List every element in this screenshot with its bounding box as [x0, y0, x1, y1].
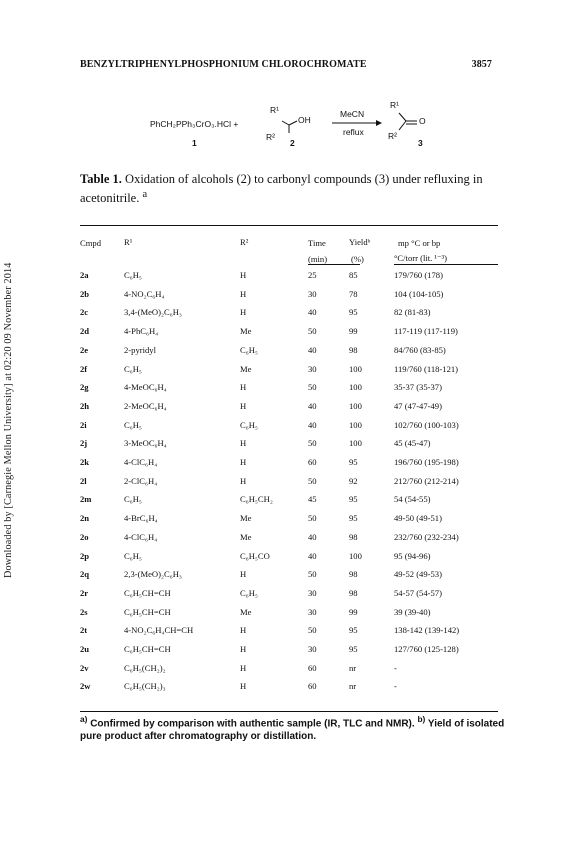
reagent-formula: PhCH₂PPh₃CrO₃.HCl + — [150, 119, 239, 129]
cell-time: 40 — [308, 344, 317, 355]
table-row — [80, 326, 500, 340]
table-row — [80, 551, 500, 565]
header-time: Time — [308, 238, 326, 248]
reagent-number: 1 — [192, 138, 197, 148]
cell-r2: C₆H₅ — [240, 419, 258, 430]
cell-r2: H — [240, 644, 247, 654]
cell-cmpd: 2s — [80, 606, 88, 617]
table-row — [80, 569, 500, 583]
cell-mp: 49-52 (49-53) — [394, 569, 442, 580]
header-yield-unit: (%) — [351, 254, 364, 264]
header-time-yield-underline — [308, 264, 360, 265]
download-watermark: Downloaded by [Carnegie Mellon University] at 02:20 09 November 2014 — [3, 262, 14, 578]
cell-yield: 100 — [349, 400, 362, 411]
caption-footnote-mark: a — [142, 189, 148, 200]
cell-mp: 84/760 (83-85) — [394, 344, 446, 355]
cell-mp: 82 (81-83) — [394, 307, 431, 318]
cell-r1: C₆H₅(CH₂)₃ — [124, 681, 166, 692]
cell-cmpd: 2w — [80, 681, 91, 692]
cell-mp: 117-119 (117-119) — [394, 326, 458, 337]
cell-r1: C₆H₅ — [124, 363, 142, 374]
cell-r1: 2-ClC₆H₄ — [124, 475, 158, 486]
cell-mp: 45 (45-47) — [394, 438, 431, 449]
cell-time: 50 — [308, 625, 317, 636]
cell-yield: 98 — [349, 587, 358, 598]
cell-yield: 95 — [349, 457, 358, 467]
table-row — [80, 382, 500, 396]
product-r2: R² — [388, 131, 397, 141]
cell-r1: 2-pyridyl — [124, 344, 156, 355]
header-r2: R² — [240, 237, 249, 247]
cell-cmpd: 2p — [80, 550, 90, 561]
product-number: 3 — [418, 138, 423, 148]
cell-mp: 49-50 (49-51) — [394, 513, 442, 524]
table-row — [80, 364, 500, 378]
cell-r2: H — [240, 681, 247, 692]
cell-mp: 179/760 (178) — [394, 270, 443, 280]
running-head-title: BENZYLTRIPHENYLPHOSPHONIUM CHLOROCHROMATE — [80, 59, 367, 70]
cell-r2: H — [240, 400, 247, 411]
cell-yield: 92 — [349, 475, 358, 486]
cell-r2: H — [240, 288, 247, 299]
cell-mp: 39 (39-40) — [394, 606, 431, 617]
cell-cmpd: 2i — [80, 419, 87, 430]
header-mp: mp °C or bp — [398, 238, 441, 248]
cell-r1: 4-PhC₆H₄ — [124, 326, 159, 337]
running-head — [80, 59, 492, 73]
cell-r2: H — [240, 270, 247, 280]
table-row — [80, 625, 500, 639]
table-row — [80, 345, 500, 359]
cell-cmpd: 2a — [80, 270, 89, 280]
cell-time: 50 — [308, 382, 317, 393]
cell-yield: 99 — [349, 606, 358, 617]
page-number: 3857 — [471, 59, 492, 70]
cell-r1: 4-ClC₆H₄ — [124, 457, 158, 467]
reaction-scheme — [150, 100, 440, 160]
cell-r2: H — [240, 382, 247, 393]
cell-yield: 95 — [349, 513, 358, 524]
cell-r1: 4-ClC₆H₄ — [124, 531, 158, 542]
cell-r1: 3-MeOC₆H₄ — [124, 438, 167, 449]
cell-cmpd: 2q — [80, 569, 90, 580]
cell-r2: H — [240, 625, 247, 636]
cell-cmpd: 2u — [80, 644, 90, 654]
cell-cmpd: 2t — [80, 625, 88, 636]
table-row — [80, 532, 500, 546]
cell-cmpd: 2m — [80, 494, 92, 505]
cell-r2: H — [240, 438, 247, 449]
table-caption — [80, 171, 505, 206]
cell-r1: C₆H₅CH=CH — [124, 587, 171, 598]
cell-time: 60 — [308, 681, 317, 692]
cell-r2: C₆H₅CH₂ — [240, 494, 273, 505]
cell-cmpd: 2g — [80, 382, 89, 393]
cell-yield: 100 — [349, 550, 362, 561]
cell-cmpd: 2k — [80, 457, 90, 467]
table-row — [80, 681, 500, 695]
cell-mp: 232/760 (232-234) — [394, 531, 459, 542]
table-row — [80, 270, 500, 284]
cell-yield: nr — [349, 681, 357, 692]
cell-r1: 4-NO₂C₆H₄CH=CH — [124, 625, 194, 636]
table-row — [80, 644, 500, 658]
cell-r1: 2-MeOC₆H₄ — [124, 400, 167, 411]
cell-r2: Me — [240, 606, 252, 617]
table-row — [80, 494, 500, 508]
table-row — [80, 457, 500, 471]
table-row — [80, 438, 500, 452]
cell-r2: H — [240, 307, 247, 318]
cell-mp: 95 (94-96) — [394, 550, 431, 561]
cell-time: 30 — [308, 606, 317, 617]
cell-time: 30 — [308, 587, 317, 598]
cell-time: 40 — [308, 307, 317, 318]
cell-mp: 54-57 (54-57) — [394, 587, 442, 598]
cell-r2: Me — [240, 513, 252, 524]
cell-cmpd: 2r — [80, 587, 89, 598]
cell-time: 25 — [308, 270, 317, 280]
solvent-label: MeCN — [340, 109, 365, 119]
cell-r1: C₆H₅ — [124, 494, 142, 505]
alcohol-oh: OH — [298, 115, 311, 125]
table-header — [80, 236, 500, 266]
cell-time: 50 — [308, 475, 317, 486]
header-mp-unit: °C/torr (lit. ¹⁻³) — [394, 253, 447, 263]
table-row — [80, 401, 500, 415]
cell-r2: Me — [240, 531, 252, 542]
cell-cmpd: 2d — [80, 326, 90, 337]
cell-yield: 95 — [349, 625, 358, 636]
cell-mp: 104 (104-105) — [394, 288, 444, 299]
footnote-a-text: Confirmed by comparison with authentic sample (IR, TLC and NMR). — [90, 718, 415, 730]
cell-mp: 127/760 (125-128) — [394, 644, 459, 654]
table-row — [80, 513, 500, 527]
product-oxygen: O — [419, 116, 426, 126]
cell-time: 50 — [308, 569, 317, 580]
cell-mp: 196/760 (195-198) — [394, 457, 459, 467]
cell-mp: - — [394, 681, 397, 692]
cell-cmpd: 2v — [80, 662, 89, 673]
cell-yield: 99 — [349, 326, 358, 337]
cell-r2: C₆H₅ — [240, 344, 258, 355]
cell-yield: 95 — [349, 644, 358, 654]
cell-time: 30 — [308, 288, 317, 299]
alcohol-r2: R² — [266, 132, 275, 142]
cell-cmpd: 2l — [80, 475, 87, 486]
cell-time: 40 — [308, 400, 317, 411]
cell-yield: 78 — [349, 288, 358, 299]
cell-r1: C₆H₅ — [124, 270, 142, 280]
table-row — [80, 607, 500, 621]
cell-r2: C₆H₅ — [240, 587, 258, 598]
cell-r2: H — [240, 662, 247, 673]
cell-r1: C₆H₅(CH₂)₂ — [124, 662, 166, 673]
cell-time: 50 — [308, 326, 317, 337]
cell-mp: 138-142 (139-142) — [394, 625, 460, 636]
cell-time: 50 — [308, 438, 317, 449]
table-row — [80, 289, 500, 303]
cell-time: 40 — [308, 550, 317, 561]
cell-yield: 100 — [349, 438, 362, 449]
cell-r2: H — [240, 475, 247, 486]
table-row — [80, 420, 500, 434]
condition-label: reflux — [343, 127, 364, 137]
header-r1: R¹ — [124, 237, 133, 247]
cell-yield: 95 — [349, 307, 358, 318]
cell-r1: C₆H₅CH=CH — [124, 644, 171, 654]
cell-time: 45 — [308, 494, 317, 505]
cell-time: 50 — [308, 513, 317, 524]
cell-mp: 54 (54-55) — [394, 494, 431, 505]
footnote-b-mark: b) — [417, 714, 426, 724]
cell-r1: C₆H₅ — [124, 550, 142, 561]
cell-yield: 100 — [349, 382, 362, 393]
cell-time: 40 — [308, 419, 317, 430]
cell-yield: 98 — [349, 344, 358, 355]
table-top-rule — [80, 225, 498, 226]
cell-time: 60 — [308, 457, 317, 467]
cell-r1: C₆H₅ — [124, 419, 142, 430]
cell-r1: 2,3-(MeO)₂C₆H₃ — [124, 569, 182, 580]
cell-cmpd: 2e — [80, 344, 89, 355]
cell-time: 30 — [308, 363, 317, 374]
cell-cmpd: 2h — [80, 400, 90, 411]
cell-yield: nr — [349, 662, 357, 673]
cell-yield: 85 — [349, 270, 358, 280]
cell-time: 30 — [308, 644, 317, 654]
cell-cmpd: 2o — [80, 531, 89, 542]
cell-yield: 98 — [349, 531, 358, 542]
table-footnotes — [80, 713, 505, 743]
header-time-unit: (min) — [308, 254, 328, 264]
cell-mp: 212/760 (212-214) — [394, 475, 459, 486]
table-row — [80, 307, 500, 321]
cell-r2: Me — [240, 363, 252, 374]
alcohol-number: 2 — [290, 138, 295, 148]
caption-label: Table 1. — [80, 172, 122, 186]
table-row — [80, 663, 500, 677]
product-r1: R¹ — [390, 100, 399, 110]
table-row — [80, 476, 500, 490]
cell-r2: H — [240, 569, 247, 580]
cell-mp: 102/760 (100-103) — [394, 419, 459, 430]
footnote-b-text: Yield of isolated pure product after chromatography or distillation. — [80, 718, 505, 742]
cell-mp: 35-37 (35-37) — [394, 382, 442, 393]
cell-cmpd: 2n — [80, 513, 90, 524]
header-cmpd: Cmpd — [80, 238, 102, 248]
table-row — [80, 588, 500, 602]
cell-time: 40 — [308, 531, 317, 542]
cell-r2: H — [240, 457, 247, 467]
cell-cmpd: 2c — [80, 307, 89, 318]
cell-r2: Me — [240, 326, 252, 337]
cell-yield: 98 — [349, 569, 358, 580]
cell-r1: C₆H₅CH=CH — [124, 606, 171, 617]
cell-cmpd: 2f — [80, 363, 88, 374]
cell-mp: 47 (47-47-49) — [394, 400, 442, 411]
cell-yield: 100 — [349, 363, 362, 374]
cell-time: 60 — [308, 662, 317, 673]
alcohol-r1: R¹ — [270, 105, 279, 115]
table-bottom-rule — [80, 711, 498, 712]
cell-cmpd: 2b — [80, 288, 90, 299]
cell-yield: 95 — [349, 494, 358, 505]
cell-r1: 4-MeOC₆H₄ — [124, 382, 167, 393]
header-yield: Yieldᵇ — [349, 237, 371, 247]
cell-r1: 4-NO₂C₆H₄ — [124, 288, 165, 299]
cell-yield: 100 — [349, 419, 362, 430]
footnote-a-mark: a) — [80, 714, 88, 724]
cell-mp: 119/760 (118-121) — [394, 363, 459, 374]
caption-text: Oxidation of alcohols (2) to carbonyl compounds (3) under refluxing in acetonitrile. — [80, 172, 483, 206]
header-mp-underline — [394, 264, 498, 265]
cell-r1: 3,4-(MeO)₂C₆H₃ — [124, 307, 182, 318]
cell-cmpd: 2j — [80, 438, 88, 449]
cell-mp: - — [394, 662, 397, 673]
cell-r1: 4-BrC₆H₄ — [124, 513, 158, 524]
cell-r2: C₆H₅CO — [240, 550, 270, 561]
